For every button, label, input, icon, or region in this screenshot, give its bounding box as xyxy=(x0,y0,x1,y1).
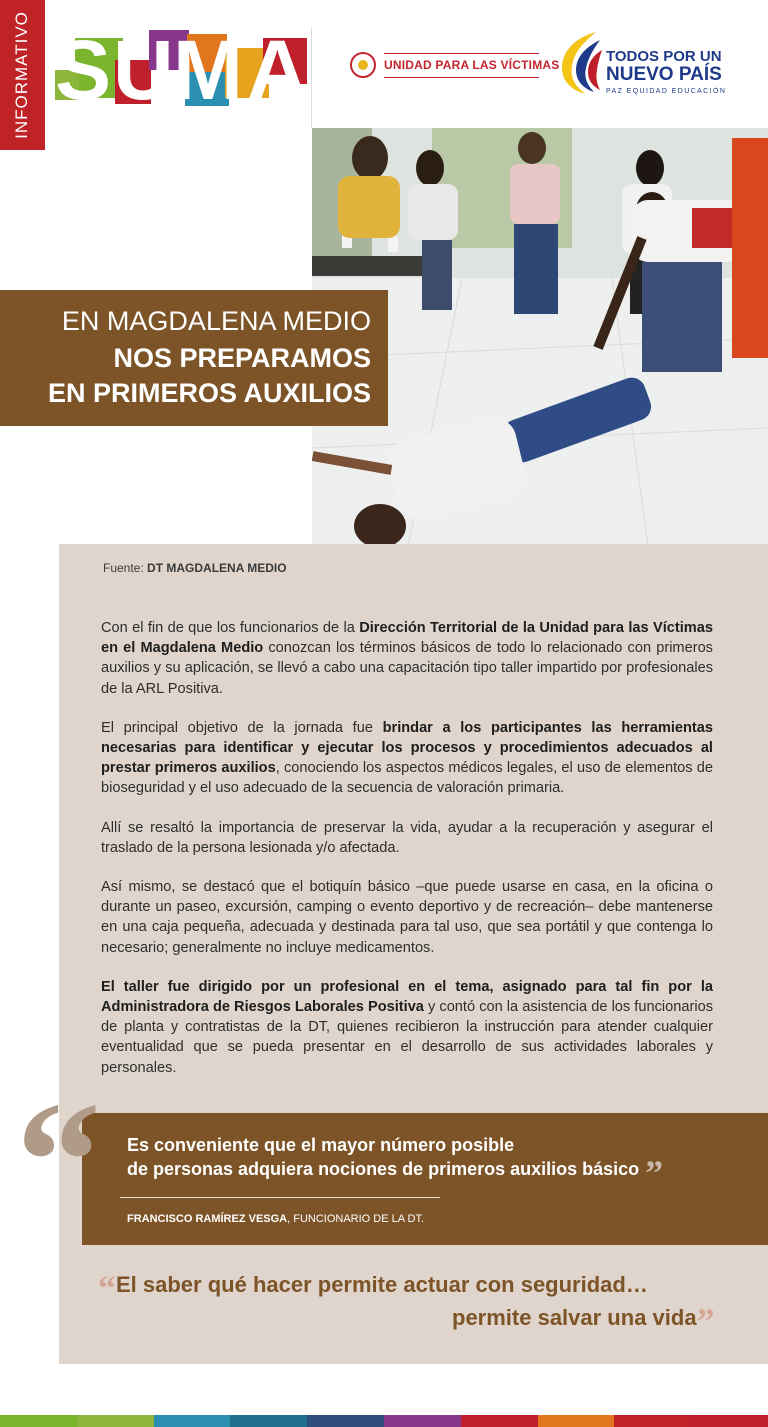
tricolor-wing-icon xyxy=(556,30,602,96)
header-divider xyxy=(311,28,312,128)
unidad-victimas-logo xyxy=(350,50,560,84)
stripe-segment xyxy=(154,1415,231,1427)
closing-close-quote-icon: ” xyxy=(696,1301,715,1341)
article-title-box xyxy=(0,290,388,426)
unidad-label: UNIDAD PARA LAS VÍCTIMAS xyxy=(384,58,560,72)
paragraph-5 xyxy=(101,977,713,1078)
quote-author xyxy=(127,1213,424,1225)
photo-source xyxy=(103,561,287,575)
p2-text-c: , conociendo los aspectos médicos legales, el uso de elementos de bioseguridad y el uso adecuado de la secuencia de valoración primaria. xyxy=(101,760,713,797)
paragraph-4: Así mismo, se destacó que el botiquín básico –que puede usarse en casa, en la oficina o durante un paseo, excursión, camping o evento deportivo y de recreación– debe mantenerse en una caja pequeña, adecuada y destinada para tal uso, que sea portátil y que contenga lo necesario; generalmente no incluye medicamentos. xyxy=(101,879,713,956)
quote-author-name: FRANCISCO RAMÍREZ VESGA xyxy=(127,1213,288,1225)
stripe-segment xyxy=(461,1415,538,1427)
quote-text xyxy=(127,1133,687,1193)
informativo-tag xyxy=(0,0,45,150)
p2-bold: brindar a los participantes las herramientas necesarias para identificar y ejecutar los procesos y procedimientos adecuados al prestar primeros auxilios xyxy=(101,719,713,777)
paragraph-2 xyxy=(101,718,713,799)
stripe-segment xyxy=(614,1415,691,1427)
suma-logo xyxy=(55,20,315,117)
todos-por-un-nuevo-pais-logo xyxy=(556,30,756,100)
p2-text-a: El principal objetivo de la jornada fue xyxy=(101,719,383,736)
informativo-label: INFORMATIVO xyxy=(12,11,31,139)
suma-letter-u: U xyxy=(113,23,174,117)
p1-text-c: conozcan los términos básicos de todo lo relacionado con primeros auxilios y su aplicación, se llevó a cabo una capacitación tipo taller impartido por profesionales de la ARL Positiva. xyxy=(101,640,713,697)
closing-line-1-text: El saber qué hacer permite actuar con seguridad… xyxy=(116,1272,648,1297)
gov-logo-line2: NUEVO PAÍS xyxy=(606,64,722,85)
title-line-1: EN MAGDALENA MEDIO xyxy=(61,306,371,336)
color-stripe-footer xyxy=(0,1415,768,1427)
stripe-segment xyxy=(691,1415,768,1427)
p5-bold: El taller fue dirigido por un profesional en el tema, asignado para tal fin por la Administradora de Riesgos Laborales Positiva xyxy=(101,978,713,1016)
gov-logo-line3: PAZ EQUIDAD EDUCACIÓN xyxy=(606,88,727,95)
suma-letter-m: M xyxy=(173,23,243,117)
stripe-segment xyxy=(307,1415,384,1427)
stripe-segment xyxy=(77,1415,154,1427)
paragraph-1 xyxy=(101,618,713,699)
quote-line-1: Es conveniente que el mayor número posible xyxy=(127,1135,515,1155)
stripe-segment xyxy=(230,1415,307,1427)
quote-line-2 xyxy=(127,1153,687,1193)
gov-logo-line1: TODOS POR UN xyxy=(606,48,722,65)
suma-letter-s: S xyxy=(55,23,112,117)
closing-line-2-text: permite salvar una vida xyxy=(452,1305,697,1330)
quote-line-2-text: de personas adquiera nociones de primeros auxilios básico xyxy=(127,1159,640,1179)
article-text xyxy=(101,618,713,1097)
quote-author-role: , FUNCIONARIO DE LA DT. xyxy=(287,1213,425,1225)
source-label: Fuente: xyxy=(103,561,144,575)
close-quote-icon: ” xyxy=(645,1153,664,1193)
source-value: DT MAGDALENA MEDIO xyxy=(147,561,287,575)
closing-open-quote-icon: “ xyxy=(98,1268,116,1308)
stripe-segment xyxy=(538,1415,615,1427)
colombia-seal-icon xyxy=(350,52,376,78)
p5-text-c: y contó con la asistencia de los funcionarios de planta y contratistas de la DT, quienes recibieron la instrucción para atender cualquier eventualidad que se pueda presentar en el desarrollo de sus actividades laborales y personales. xyxy=(101,999,713,1076)
quote-divider xyxy=(120,1197,440,1198)
title-line-2: NOS PREPARAMOS xyxy=(113,343,371,373)
closing-line-2 xyxy=(452,1300,715,1342)
stripe-segment xyxy=(384,1415,461,1427)
p1-text-a: Con el fin de que los funcionarios de la xyxy=(101,620,360,636)
suma-letter-a: A xyxy=(247,23,308,117)
paragraph-3: Allí se resaltó la importancia de preservar la vida, ayudar a la recuperación y asegurar el traslado de la persona lesionada y/o afectada. xyxy=(101,819,713,856)
p1-bold: Dirección Territorial de la Unidad para las Víctimas en el Magdalena Medio xyxy=(101,620,713,657)
open-quote-icon: “ xyxy=(16,1067,101,1255)
stripe-segment xyxy=(0,1415,77,1427)
title-line-3: EN PRIMEROS AUXILIOS xyxy=(47,378,371,408)
